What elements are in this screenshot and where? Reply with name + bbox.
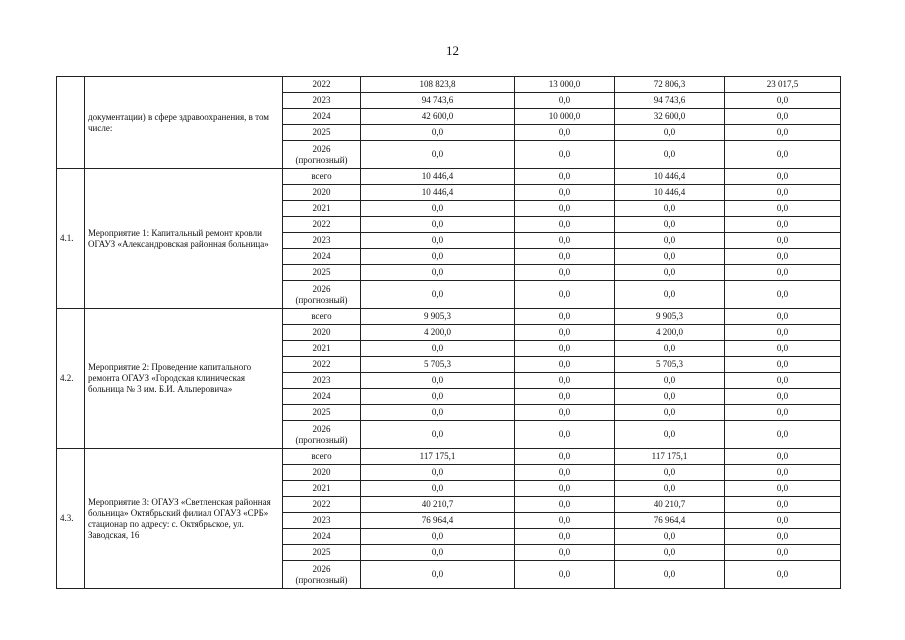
regional-cell: 32 600,0 <box>615 109 725 125</box>
regional-cell: 10 446,4 <box>615 169 725 185</box>
regional-cell: 0,0 <box>615 341 725 357</box>
federal-cell: 0,0 <box>515 281 615 309</box>
regional-cell: 0,0 <box>615 529 725 545</box>
year-cell: 2022 <box>283 357 361 373</box>
other-cell: 0,0 <box>725 109 841 125</box>
year-cell: 2020 <box>283 185 361 201</box>
federal-cell: 0,0 <box>515 481 615 497</box>
year-cell: 2021 <box>283 341 361 357</box>
year-cell: 2023 <box>283 373 361 389</box>
total-cell: 0,0 <box>361 201 515 217</box>
federal-cell: 0,0 <box>515 185 615 201</box>
federal-cell: 0,0 <box>515 529 615 545</box>
regional-cell: 0,0 <box>615 465 725 481</box>
other-cell: 0,0 <box>725 373 841 389</box>
federal-cell: 0,0 <box>515 201 615 217</box>
total-cell: 0,0 <box>361 373 515 389</box>
other-cell: 0,0 <box>725 309 841 325</box>
other-cell: 0,0 <box>725 281 841 309</box>
year-cell: 2025 <box>283 125 361 141</box>
federal-cell: 0,0 <box>515 373 615 389</box>
page-number: 12 <box>446 43 459 58</box>
total-cell: 0,0 <box>361 561 515 589</box>
federal-cell: 0,0 <box>515 405 615 421</box>
regional-cell: 72 806,3 <box>615 77 725 93</box>
total-cell: 10 446,4 <box>361 169 515 185</box>
year-cell: 2024 <box>283 109 361 125</box>
total-cell: 108 823,8 <box>361 77 515 93</box>
total-cell: 0,0 <box>361 125 515 141</box>
regional-cell: 0,0 <box>615 141 725 169</box>
regional-cell: 0,0 <box>615 389 725 405</box>
total-cell: 94 743,6 <box>361 93 515 109</box>
year-cell: 2025 <box>283 405 361 421</box>
other-cell: 0,0 <box>725 481 841 497</box>
other-cell: 0,0 <box>725 141 841 169</box>
other-cell: 0,0 <box>725 449 841 465</box>
other-cell: 0,0 <box>725 125 841 141</box>
table-row <box>57 77 841 93</box>
federal-cell: 0,0 <box>515 449 615 465</box>
regional-cell: 5 705,3 <box>615 357 725 373</box>
year-cell: 2026 (прогнозный) <box>283 281 361 309</box>
regional-cell: 9 905,3 <box>615 309 725 325</box>
regional-cell: 0,0 <box>615 201 725 217</box>
federal-cell: 0,0 <box>515 465 615 481</box>
regional-cell: 0,0 <box>615 233 725 249</box>
federal-cell: 0,0 <box>515 125 615 141</box>
regional-cell: 0,0 <box>615 561 725 589</box>
other-cell: 0,0 <box>725 325 841 341</box>
federal-cell: 0,0 <box>515 497 615 513</box>
other-cell: 0,0 <box>725 529 841 545</box>
total-cell: 0,0 <box>361 281 515 309</box>
other-cell: 0,0 <box>725 185 841 201</box>
year-cell: 2026 (прогнозный) <box>283 421 361 449</box>
federal-cell: 0,0 <box>515 325 615 341</box>
table-row <box>57 169 841 185</box>
regional-cell: 117 175,1 <box>615 449 725 465</box>
total-cell: 10 446,4 <box>361 185 515 201</box>
item-number: 4.3. <box>57 449 85 589</box>
item-name: Мероприятие 3: ОГАУЗ «Светленская районная больница» Октябрьский филиал ОГАУЗ «СРБ» стационар по адресу: с. Октябрьское, ул. Заводская, 16 <box>85 449 283 589</box>
federal-cell: 0,0 <box>515 545 615 561</box>
other-cell: 23 017,5 <box>725 77 841 93</box>
other-cell: 0,0 <box>725 341 841 357</box>
regional-cell: 94 743,6 <box>615 93 725 109</box>
year-cell: 2026 (прогнозный) <box>283 561 361 589</box>
regional-cell: 0,0 <box>615 217 725 233</box>
regional-cell: 0,0 <box>615 281 725 309</box>
other-cell: 0,0 <box>725 233 841 249</box>
federal-cell: 0,0 <box>515 93 615 109</box>
other-cell: 0,0 <box>725 421 841 449</box>
regional-cell: 0,0 <box>615 249 725 265</box>
year-cell: 2021 <box>283 201 361 217</box>
regional-cell: 76 964,4 <box>615 513 725 529</box>
item-number <box>57 77 85 169</box>
regional-cell: 0,0 <box>615 481 725 497</box>
federal-cell: 10 000,0 <box>515 109 615 125</box>
year-cell: 2022 <box>283 217 361 233</box>
other-cell: 0,0 <box>725 545 841 561</box>
year-cell: 2025 <box>283 545 361 561</box>
other-cell: 0,0 <box>725 217 841 233</box>
federal-cell: 0,0 <box>515 265 615 281</box>
total-cell: 9 905,3 <box>361 309 515 325</box>
total-cell: 0,0 <box>361 481 515 497</box>
other-cell: 0,0 <box>725 357 841 373</box>
other-cell: 0,0 <box>725 405 841 421</box>
total-cell: 0,0 <box>361 265 515 281</box>
federal-cell: 0,0 <box>515 341 615 357</box>
table-row <box>57 449 841 465</box>
item-name: Мероприятие 2: Проведение капитального ремонта ОГАУЗ «Городская клиническая больница № 3 им. Б.И. Альперовича» <box>85 309 283 449</box>
regional-cell: 0,0 <box>615 125 725 141</box>
federal-cell: 0,0 <box>515 169 615 185</box>
other-cell: 0,0 <box>725 169 841 185</box>
year-cell: всего <box>283 169 361 185</box>
total-cell: 0,0 <box>361 233 515 249</box>
federal-cell: 0,0 <box>515 309 615 325</box>
year-cell: 2022 <box>283 77 361 93</box>
total-cell: 0,0 <box>361 405 515 421</box>
year-cell: 2022 <box>283 497 361 513</box>
regional-cell: 0,0 <box>615 373 725 389</box>
year-cell: 2025 <box>283 265 361 281</box>
year-cell: всего <box>283 449 361 465</box>
regional-cell: 0,0 <box>615 421 725 449</box>
year-cell: 2021 <box>283 481 361 497</box>
federal-cell: 0,0 <box>515 357 615 373</box>
total-cell: 0,0 <box>361 249 515 265</box>
year-cell: 2023 <box>283 513 361 529</box>
other-cell: 0,0 <box>725 265 841 281</box>
year-cell: 2026 (прогнозный) <box>283 141 361 169</box>
total-cell: 0,0 <box>361 389 515 405</box>
total-cell: 76 964,4 <box>361 513 515 529</box>
budget-table <box>56 76 841 589</box>
year-cell: 2024 <box>283 529 361 545</box>
other-cell: 0,0 <box>725 93 841 109</box>
year-cell: 2023 <box>283 93 361 109</box>
regional-cell: 0,0 <box>615 265 725 281</box>
other-cell: 0,0 <box>725 513 841 529</box>
regional-cell: 0,0 <box>615 405 725 421</box>
table-body <box>57 77 841 589</box>
federal-cell: 0,0 <box>515 513 615 529</box>
other-cell: 0,0 <box>725 497 841 513</box>
total-cell: 4 200,0 <box>361 325 515 341</box>
regional-cell: 4 200,0 <box>615 325 725 341</box>
total-cell: 5 705,3 <box>361 357 515 373</box>
item-name: документации) в сфере здравоохранения, в том числе: <box>85 77 283 169</box>
year-cell: 2024 <box>283 249 361 265</box>
federal-cell: 0,0 <box>515 389 615 405</box>
other-cell: 0,0 <box>725 201 841 217</box>
federal-cell: 0,0 <box>515 421 615 449</box>
total-cell: 0,0 <box>361 545 515 561</box>
table-row <box>57 309 841 325</box>
regional-cell: 10 446,4 <box>615 185 725 201</box>
federal-cell: 0,0 <box>515 249 615 265</box>
total-cell: 40 210,7 <box>361 497 515 513</box>
federal-cell: 13 000,0 <box>515 77 615 93</box>
total-cell: 42 600,0 <box>361 109 515 125</box>
total-cell: 0,0 <box>361 141 515 169</box>
other-cell: 0,0 <box>725 465 841 481</box>
total-cell: 117 175,1 <box>361 449 515 465</box>
year-cell: 2020 <box>283 325 361 341</box>
total-cell: 0,0 <box>361 529 515 545</box>
total-cell: 0,0 <box>361 217 515 233</box>
federal-cell: 0,0 <box>515 217 615 233</box>
year-cell: 2020 <box>283 465 361 481</box>
total-cell: 0,0 <box>361 421 515 449</box>
other-cell: 0,0 <box>725 561 841 589</box>
other-cell: 0,0 <box>725 249 841 265</box>
item-number: 4.2. <box>57 309 85 449</box>
regional-cell: 40 210,7 <box>615 497 725 513</box>
other-cell: 0,0 <box>725 389 841 405</box>
year-cell: всего <box>283 309 361 325</box>
year-cell: 2023 <box>283 233 361 249</box>
year-cell: 2024 <box>283 389 361 405</box>
item-number: 4.1. <box>57 169 85 309</box>
federal-cell: 0,0 <box>515 141 615 169</box>
regional-cell: 0,0 <box>615 545 725 561</box>
federal-cell: 0,0 <box>515 233 615 249</box>
federal-cell: 0,0 <box>515 561 615 589</box>
total-cell: 0,0 <box>361 465 515 481</box>
item-name: Мероприятие 1: Капитальный ремонт кровли ОГАУЗ «Александровская районная больница» <box>85 169 283 309</box>
total-cell: 0,0 <box>361 341 515 357</box>
